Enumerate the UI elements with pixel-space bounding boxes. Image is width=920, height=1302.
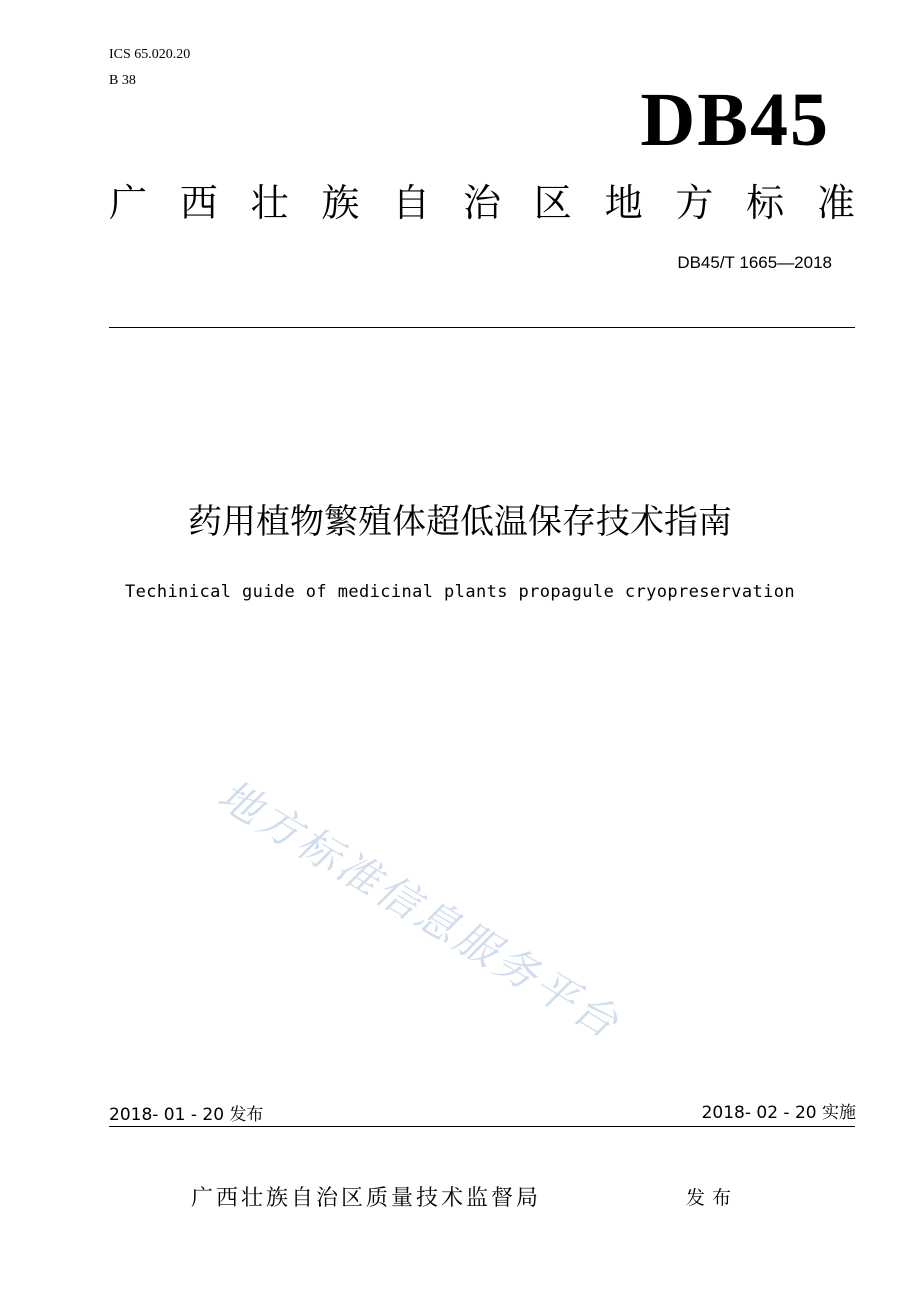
- implement-date: 2018- 02 - 20 实施: [701, 1103, 856, 1123]
- footer-divider: [109, 1126, 855, 1127]
- standard-type-char: 准: [816, 181, 855, 225]
- watermark: 地方标准信息服务平台: [209, 770, 630, 1049]
- standard-type-char: 广: [109, 181, 148, 225]
- standard-type-char: 壮: [250, 181, 289, 225]
- header-divider: [109, 327, 855, 328]
- standard-type: [109, 180, 855, 226]
- publish-label: 发布: [686, 1187, 739, 1209]
- standard-number: DB45/T 1665—2018: [677, 253, 832, 272]
- title-english: Techinical guide of medicinal plants propagule cryopreservation: [125, 582, 795, 602]
- standard-type-char: 自: [392, 181, 431, 225]
- publisher-name: 广西壮族自治区质量技术监督局: [191, 1186, 542, 1211]
- standard-type-char: 标: [746, 181, 785, 225]
- issue-date: 2018- 01 - 20 发布: [109, 1105, 264, 1125]
- standard-type-char: 区: [533, 181, 572, 225]
- title-chinese: 药用植物繁殖体超低温保存技术指南: [188, 502, 732, 542]
- ics-number: ICS 65.020.20: [109, 47, 191, 62]
- standard-type-char: 族: [321, 181, 360, 225]
- standard-type-char: 方: [675, 181, 714, 225]
- classification-code: B 38: [109, 73, 136, 88]
- standard-type-char: 地: [604, 181, 643, 225]
- standard-code: DB45: [640, 78, 830, 162]
- standard-type-char: 治: [462, 181, 501, 225]
- standard-type-char: 西: [179, 181, 218, 225]
